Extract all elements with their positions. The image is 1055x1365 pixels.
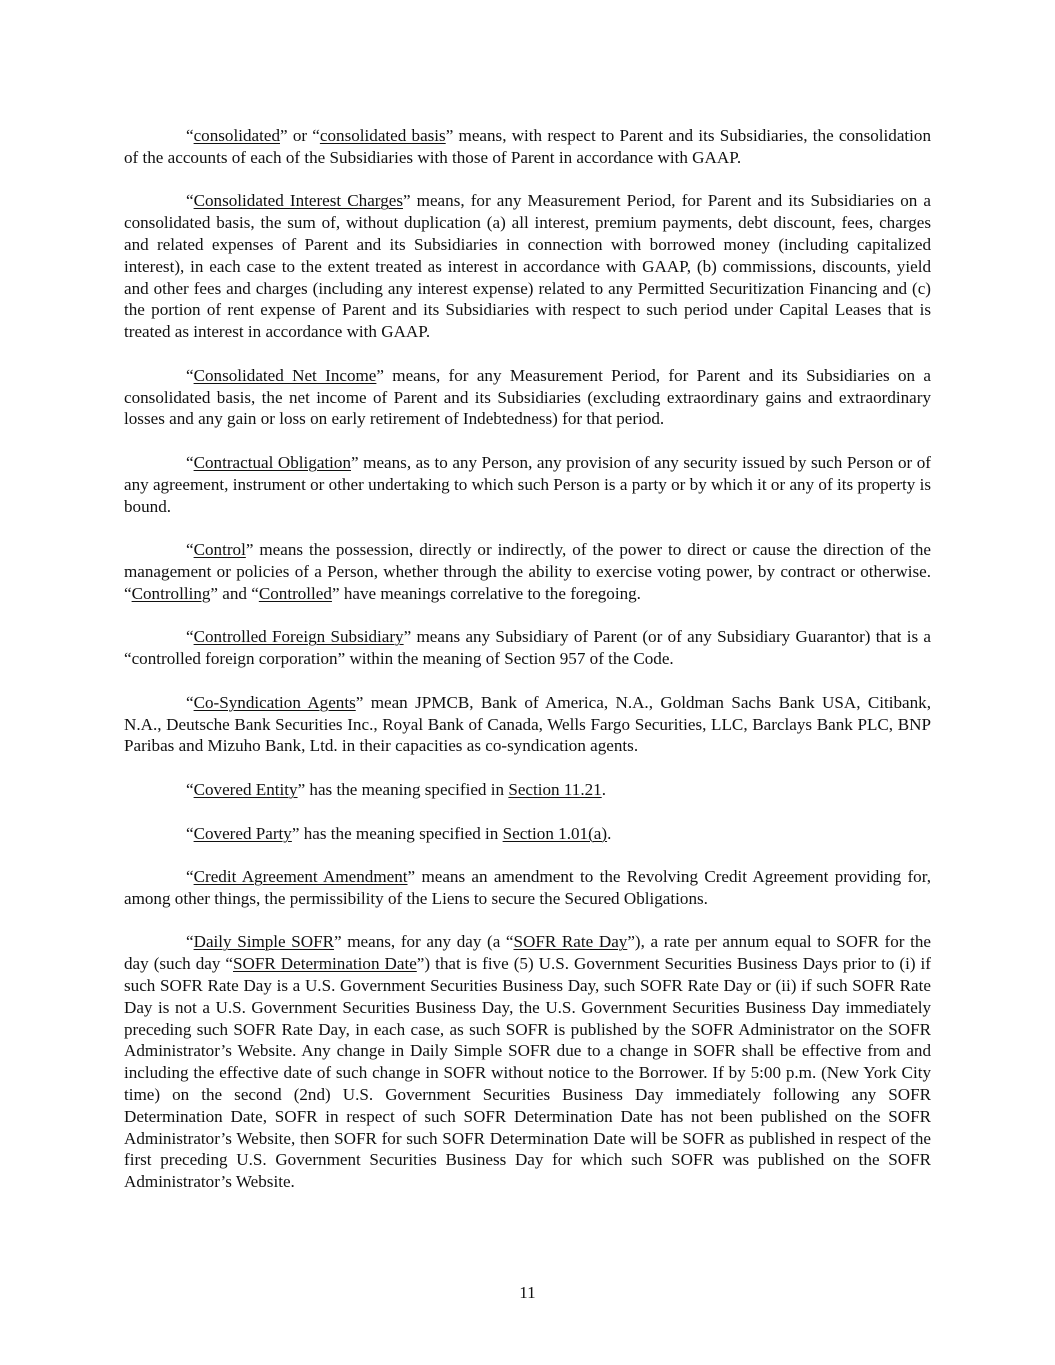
defined-term: SOFR Rate Day: [513, 932, 628, 952]
defined-term: Covered Party: [193, 823, 292, 843]
definition-consolidated-interest-charges: “Consolidated Interest Charges” means, for any Measurement Period, for Parent and its Subsidiaries on a consolidated basis, the sum of, without duplication (a) all interest, premium payments, debt discount, fees, charges and related expenses of Parent and its Subsidiaries in connection with borrowed money (including capitalized interest), in each case to the extent treated as interest in accordance with GAAP, (b) commissions, discounts, yield and other fees and charges (including any interest expense) related to any Permitted Securitization Financing and (c) the portion of rent expense of Parent and its Subsidiaries with respect to such period under Capital Leases that is treated as interest in accordance with GAAP.: [124, 191, 931, 342]
section-reference: Section 11.21: [508, 779, 602, 799]
definition-covered-entity: “Covered Entity” has the meaning specified in Section 11.21.: [186, 779, 606, 799]
definition-covered-party: “Covered Party” has the meaning specified in Section 1.01(a).: [186, 823, 612, 843]
definition-contractual-obligation: “Contractual Obligation” means, as to any Person, any provision of any security issued by such Person or of any agreement, instrument or other undertaking to which such Person is a party or by which it or any of its property is bound.: [124, 452, 931, 516]
defined-term: consolidated: [193, 126, 280, 145]
defined-term: Controlled Foreign Subsidiary: [193, 627, 404, 647]
definition-credit-agreement-amendment: “Credit Agreement Amendment” means an amendment to the Revolving Credit Agreement providing for, among other things, the permissibility of the Liens to secure the Secured Obligations.: [124, 867, 932, 908]
definition-daily-simple-sofr: “Daily Simple SOFR” means, for any day (a “SOFR Rate Day”), a rate per annum equal to SOFR for the day (such day “SOFR Determination Date”) that is five (5) U.S. Government Securities Business Days prior to (i) if such SOFR Rate Day is a U.S. Government Securities Business Day, such SOFR Rate Day or (ii) if such SOFR Rate Day is not a U.S. Government Securities Business Day, the U.S. Government Securities Business Day immediately preceding such SOFR Rate Day, in each case, as such SOFR is published by the SOFR Administrator on the SOFR Administrator’s Website. Any change in Daily Simple SOFR due to a change in SOFR shall be effective from and including the effective date of such change in SOFR without notice to the Borrower. If by 5:00 p.m. (New York City time) on the second (2nd) U.S. Government Securities Business Day immediately following any SOFR Determination Date, SOFR in respect of such SOFR Determination Date has not been published on the SOFR Administrator’s Website, then SOFR for such SOFR Determination Date will be SOFR as published in respect of the first preceding U.S. Government Securities Business Day for which such SOFR was published on the SOFR Administrator’s Website.: [124, 932, 931, 1192]
section-reference: Section 1.01(a): [502, 823, 608, 843]
definition-consolidated: “consolidated” or “consolidated basis” means, with respect to Parent and its Subsidiaries, the consolidation of the accounts of each of the Subsidiaries with those of Parent in accordance with GAAP.: [124, 126, 932, 167]
definition-consolidated-net-income: “Consolidated Net Income” means, for any Measurement Period, for Parent and its Subsidiaries on a consolidated basis, the net income of Parent and its Subsidiaries (excluding extraordinary gains and extraordinary losses and any gain or loss on early retirement of Indebtedness) for that period.: [124, 365, 931, 429]
defined-term: Co-Syndication Agents: [193, 692, 356, 712]
defined-term: Controlling: [131, 583, 211, 603]
defined-term: Contractual Obligation: [193, 452, 352, 472]
defined-term: SOFR Determination Date: [233, 954, 417, 974]
page-number: 11: [519, 1283, 536, 1302]
defined-term: Control: [193, 540, 246, 560]
definition-co-syndication-agents: “Co-Syndication Agents” mean JPMCB, Bank of America, N.A., Goldman Sachs Bank USA, Citibank, N.A., Deutsche Bank Securities Inc., Royal Bank of Canada, Wells Fargo Securities, LLC, Barclays Bank PLC, BNP Paribas and Mizuho Bank, Ltd. in their capacities as co-syndication agents.: [124, 692, 932, 756]
document-body: [124, 125, 931, 1215]
defined-term: Controlled: [258, 583, 332, 603]
defined-term: Covered Entity: [193, 779, 298, 799]
defined-term: Daily Simple SOFR: [193, 932, 335, 952]
defined-term: Consolidated Interest Charges: [193, 191, 403, 211]
definition-control: “Control” means the possession, directly or indirectly, of the power to direct or cause the direction of the management or policies of a Person, whether through the ability to exercise voting power, by contract or otherwise. “Controlling” and “Controlled” have meanings correlative to the foregoing.: [124, 540, 931, 603]
defined-term: Consolidated Net Income: [193, 365, 377, 385]
definition-controlled-foreign-subsidiary: “Controlled Foreign Subsidiary” means any Subsidiary of Parent (or of any Subsidiary Guarantor) that is a “controlled foreign corporation” within the meaning of Section 957 of the Code.: [124, 627, 931, 669]
defined-term: Credit Agreement Amendment: [193, 867, 408, 887]
defined-term: consolidated basis: [319, 126, 446, 145]
